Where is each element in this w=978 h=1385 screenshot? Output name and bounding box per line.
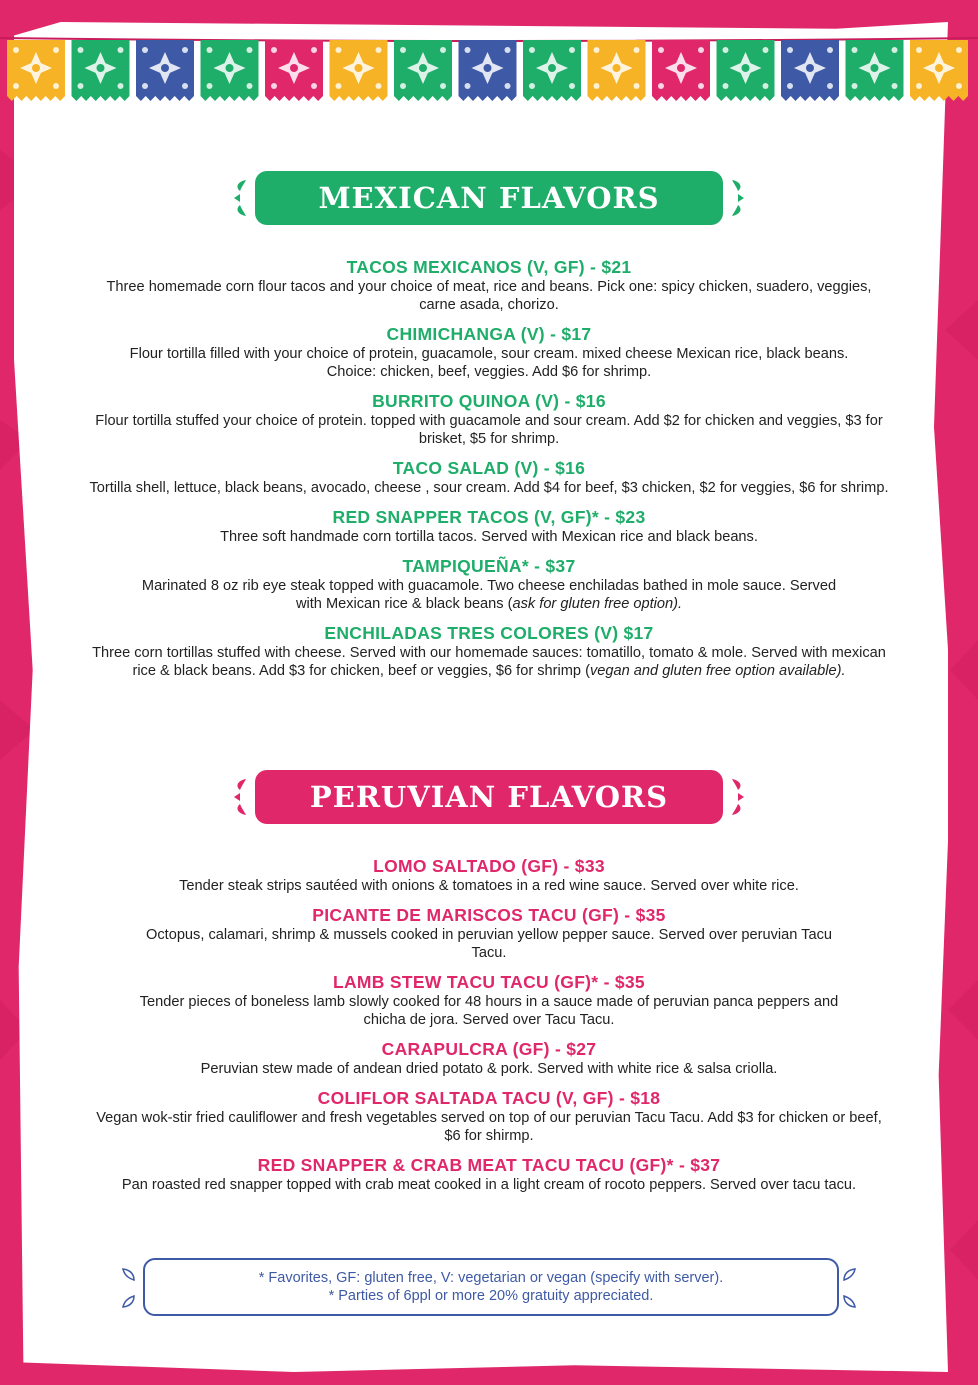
menu-item [80, 623, 898, 680]
item-name: TAMPIQUEÑA* - $37 [402, 556, 576, 576]
menu-item [80, 257, 898, 314]
item-description: Peruvian stew made of andean dried potato & pork. Served with white rice & salsa criolla. [200, 1061, 778, 1077]
banner-flag [459, 40, 517, 101]
mexican-section-header [232, 171, 746, 227]
banner-flag [652, 40, 710, 101]
menu-item [80, 458, 898, 497]
banner-flag [588, 40, 646, 101]
item-name: TACOS MEXICANOS (V, GF) - $21 [346, 257, 632, 277]
leaf-icon [840, 1266, 858, 1310]
banner-flag [7, 40, 65, 101]
item-name: BURRITO QUINOA (V) - $16 [372, 391, 606, 411]
menu-item [80, 1088, 898, 1145]
papel-picado-banner [0, 30, 978, 110]
item-name: CHIMICHANGA (V) - $17 [386, 324, 592, 344]
item-description: Three soft handmade corn tortilla tacos. Served with Mexican rice and black beans. [220, 529, 758, 545]
menu-item [80, 391, 898, 448]
banner-flag [394, 40, 452, 101]
item-name: ENCHILADAS TRES COLORES (V) $17 [324, 623, 654, 643]
mexican-section-title: MEXICAN FLAVORS [255, 171, 723, 225]
footer-line-1: * Favorites, GF: gluten free, V: vegetarian or vegan (specify with server). [258, 1270, 724, 1286]
item-description: Tortilla shell, lettuce, black beans, avocado, cheese , sour cream. Add $4 for beef, $3 chicken, $2 for veggies, $6 for shrimp. [89, 480, 889, 496]
item-name: COLIFLOR SALTADA TACU (V, GF) - $18 [317, 1088, 661, 1108]
banner-flag [136, 40, 194, 101]
banner-flag [523, 40, 581, 101]
menu-item [80, 905, 898, 962]
banner-flag [330, 40, 388, 101]
banner-flag [781, 40, 839, 101]
item-name: CARAPULCRA (GF) - $27 [381, 1039, 597, 1059]
item-name: LAMB STEW TACU TACU (GF)* - $35 [333, 972, 645, 992]
item-description: Flour tortilla filled with your choice of protein, guacamole, sour cream. mixed cheese Mexican rice, black beans. Choice: chicken, beef, veggies. Add $6 for shrimp. [129, 346, 849, 380]
menu-item [80, 324, 898, 381]
item-name: RED SNAPPER TACOS (V, GF)* - $23 [332, 507, 646, 527]
peruvian-section-header [232, 770, 746, 826]
leaf-icon [120, 1266, 138, 1310]
banner-flag [846, 40, 904, 101]
banner-flag [265, 40, 323, 101]
peruvian-items [80, 856, 898, 1204]
banner-flag [201, 40, 259, 101]
banner-flag [717, 40, 775, 101]
item-description: Vegan wok-stir fried cauliflower and fresh vegetables served on top of our peruvian Tacu Tacu. Add $3 for chicken or beef, $6 for shirmp. [96, 1110, 882, 1144]
footer-notes [143, 1258, 839, 1316]
menu-item [80, 972, 898, 1029]
item-description: Flour tortilla stuffed your choice of protein. topped with guacamole and sour cream. Add $2 for chicken and veggies, $3 for brisket, $5 for shrimp. [95, 413, 883, 447]
menu-item [80, 1155, 898, 1194]
leaf-icon [730, 176, 746, 220]
banner-flag [72, 40, 130, 101]
item-description: Three homemade corn flour tacos and your choice of meat, rice and beans. Pick one: spicy chicken, suadero, veggies, carne asada, chorizo. [106, 279, 872, 313]
menu-item [80, 856, 898, 895]
mexican-items [80, 257, 898, 690]
item-name: TACO SALAD (V) - $16 [392, 458, 586, 478]
item-name: PICANTE DE MARISCOS TACU (GF) - $35 [312, 905, 666, 925]
item-description: Tender pieces of boneless lamb slowly cooked for 48 hours in a sauce made of peruvian panca peppers and chicha de jora. Served over Tacu Tacu. [139, 994, 839, 1028]
leaf-icon [232, 176, 248, 220]
footer-line-2: * Parties of 6ppl or more 20% gratuity appreciated. [328, 1288, 654, 1304]
item-description: Tender steak strips sautéed with onions & tomatoes in a red wine sauce. Served over white rice. [179, 878, 799, 894]
banner-flag [910, 40, 968, 101]
peruvian-section-title: PERUVIAN FLAVORS [255, 770, 723, 824]
leaf-icon [730, 775, 746, 819]
item-name: RED SNAPPER & CRAB MEAT TACU TACU (GF)* - $37 [257, 1155, 721, 1175]
item-description: Marinated 8 oz rib eye steak topped with guacamole. Two cheese enchiladas bathed in mole sauce. Served with Mexican rice & black beans (ask for gluten free option). [141, 578, 837, 612]
item-description: Octopus, calamari, shrimp & mussels cooked in peruvian yellow pepper sauce. Served over peruvian Tacu Tacu. [146, 927, 832, 961]
item-description: Pan roasted red snapper topped with crab meat cooked in a light cream of rocoto peppers. Served over tacu tacu. [121, 1177, 857, 1193]
menu-item [80, 507, 898, 546]
menu-item [80, 1039, 898, 1078]
leaf-icon [232, 775, 248, 819]
menu-item [80, 556, 898, 613]
item-name: LOMO SALTADO (GF) - $33 [373, 856, 605, 876]
item-description: Three corn tortillas stuffed with cheese. Served with our homemade sauces: tomatillo, tomato & mole. Served with mexican rice & black beans. Add $3 for chicken, beef or veggies, $6 for shrimp (vegan and gluten free option available). [92, 645, 886, 679]
